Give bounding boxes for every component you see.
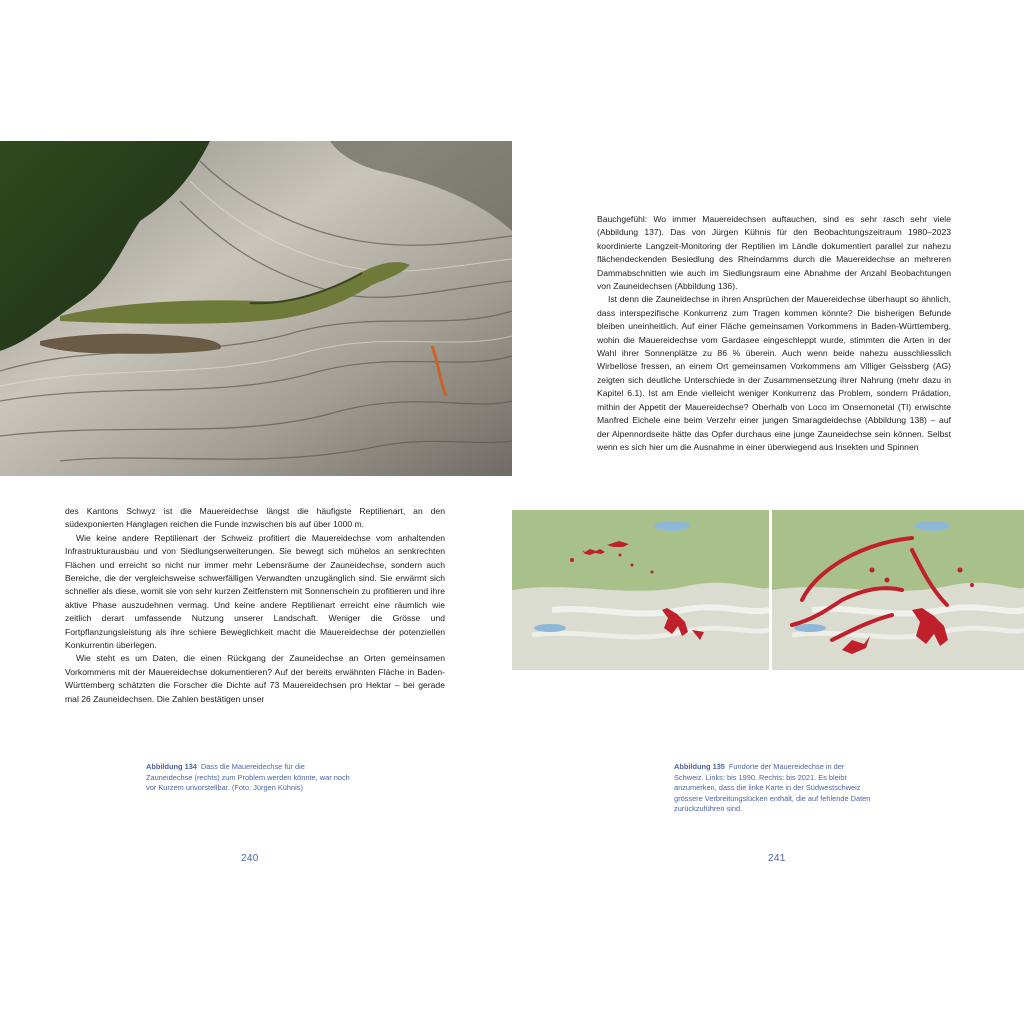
switzerland-relief-map: [772, 510, 1024, 670]
left-body-text: [65, 505, 445, 706]
lizard-photo-image: [0, 141, 512, 476]
right-body-text: [597, 213, 951, 454]
distribution-maps: [512, 510, 1024, 670]
paragraph: Bauchgefühl: Wo immer Mauereidechsen auftauchen, sind es sehr rasch sehr viele (Abbildung 137). Das von Jürgen Kühnis für den Beobachtungszeitraum 1980–2023 koordinierte Langzeit-Monitoring der Reptilien im Ländle dokumentiert parallel zur nahezu flächendeckenden Besiedlung des Rheindamms durch die Mauereidechse an mehreren Dammabschnitten wie auch im Siedlungsraum eine Abnahme der Anzahl Beobachtungen von Zauneidechsen (Abbildung 136).: [597, 214, 951, 292]
caption-label: Abbildung 135: [674, 762, 725, 771]
paragraph: Wie keine andere Reptilienart der Schweiz profitiert die Mauereidechse vom anhaltenden Infrastrukturausbau und von Siedlungserweiterungen. Sie bewegt sich mühelos an senkrechten Flächen und erreicht so nicht nur immer mehr Lebensräume der Zauneidechse, sondern auch Bereiche, die der vergleichsweise schwerfälligen Verwandten unzugänglich sind. Sie erwärmt sich schneller als diese, womit sie von sehr kurzen Zeitfenstern mit Sonnenschein zu profitieren und ihre aktive Phase auszudehnen vermag. Und keine andere Reptilienart erreicht eine räumlich wie zeitlich derart umfassende Nutzung unserer Landschaft. Weniger die Grösse und Fortpflanzungsleistung als ihre schiere Beweglichkeit macht die Mauereidechse der potenziellen Konkurrentin überlegen.: [65, 532, 445, 651]
map-until-1990: [512, 510, 769, 670]
paragraph: Wie steht es um Daten, die einen Rückgang der Zauneidechse an Orten gemeinsamen Vorkommens mit der Mauereidechse dokumentieren? Auf der bereits erwähnten Fläche in Baden-Württemberg schätzten die Forscher die Dichte auf 73 Mauereidechsen pro Hektar – bei gerade mal 26 Zauneidechsen. Die Zahlen bestätigen unser: [65, 653, 445, 704]
caption-text: Dass die Mauereidechse für die Zauneidechse (rechts) zum Problem werden könnte, war noch vor Kurzem unvorstellbar. (Foto: Jürgen Kühnis): [146, 762, 350, 793]
page-number-left: 240: [241, 853, 259, 864]
paragraph: des Kantons Schwyz ist die Mauereidechse längst die häufigste Reptilienart, an den südexponierten Hanglagen reichen die Funde inzwischen bis auf über 1000 m.: [65, 506, 445, 530]
lizard-photo: [0, 141, 512, 476]
caption-label: Abbildung 134: [146, 762, 197, 771]
map-until-2021: [772, 510, 1024, 670]
page-number-right: 241: [768, 853, 786, 864]
figure-caption-135: [674, 762, 874, 815]
figure-caption-134: [146, 762, 351, 794]
paragraph: Ist denn die Zauneidechse in ihren Ansprüchen der Mauereidechse überhaupt so ähnlich, dass interspezifische Konkurrenz zum Tragen kommen könnte? Die bisherigen Befunde bleiben uneinheitlich. Auf einer Fläche gemeinsamen Vorkommens in Baden-Württemberg, wohin die Mauereidechse vom Gardasee eingeschleppt wurde, stimmten die Arten in der Wahl ihrer Sonnenplätze zu 86 % überein. Auch wenn beide nahezu ausschliesslich Wirbellose fressen, an einem Ort gemeinsamen Vorkommens am Villiger Geissberg (AG) zeigten sich deutliche Unterschiede in der Zusammensetzung ihrer Nahrung (mehr dazu in Kapitel 6.1). Ist am Ende vielleicht weniger Konkurrenz das Problem, sondern Prädation, mithin der Appetit der Mauereidechse? Oberhalb von Loco im Onsernonetal (TI) erwischte Manfred Eichele eine beim Verzehr einer jungen Smaragdeidechse (Abbildung 138) – auf der Alpennordseite hätte das Opfer durchaus eine junge Zauneidechse sein können. Selbst wenn es sich hier um die Ausnahme in einer überwiegend aus Insekten und Spinnen: [597, 294, 951, 452]
switzerland-relief-map: [512, 510, 769, 670]
caption-text: Fundorte der Mauereidechse in der Schweiz. Links: bis 1990. Rechts: bis 2021. Es bleibt anzumerken, dass die linke Karte in der Südwestschweiz grössere Verbreitungslücken enthält, die auf fehlende Daten zurückzuführen sind.: [674, 762, 871, 814]
